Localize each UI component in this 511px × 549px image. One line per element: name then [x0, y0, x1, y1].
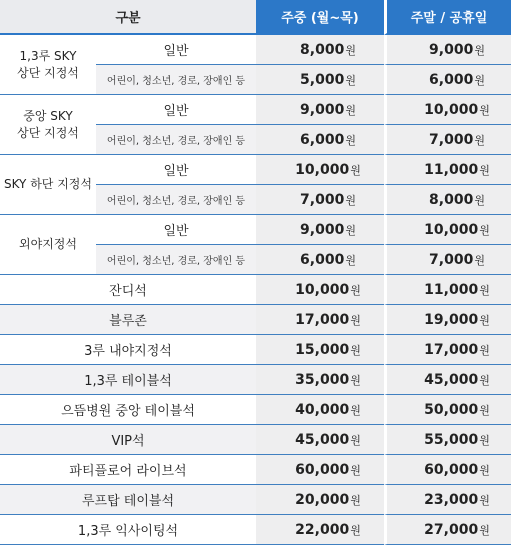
price-value: 45,000 — [424, 371, 479, 388]
seat-group-name — [0, 35, 96, 95]
price-unit: 원 — [350, 523, 361, 537]
table-row — [0, 425, 511, 455]
weekend-price — [384, 95, 511, 125]
seat-group-name — [0, 155, 96, 215]
weekday-price — [256, 515, 384, 545]
weekday-price — [256, 455, 384, 485]
price-value: 7,000 — [429, 251, 474, 268]
price-unit: 원 — [350, 433, 361, 447]
table-row — [0, 95, 511, 125]
price-unit: 원 — [345, 103, 356, 117]
header-weekday: 주중 (월~목) — [256, 0, 384, 35]
seat-group-name-line: 상단 지정석 — [17, 65, 79, 80]
price-value: 35,000 — [295, 371, 350, 388]
price-value: 8,000 — [429, 191, 474, 208]
table-row — [0, 365, 511, 395]
weekend-price — [384, 185, 511, 215]
price-unit: 원 — [350, 283, 361, 297]
table-row — [0, 35, 511, 65]
table-row — [0, 275, 511, 305]
sub-category-general: 일반 — [96, 215, 256, 245]
price-value: 6,000 — [429, 71, 474, 88]
weekday-price — [256, 185, 384, 215]
sub-category-discount: 어린이, 청소년, 경로, 장애인 등 — [96, 185, 256, 215]
price-value: 11,000 — [424, 281, 479, 298]
seat-group-name — [0, 215, 96, 275]
price-value: 9,000 — [429, 41, 474, 58]
price-value: 9,000 — [300, 101, 345, 118]
seat-name: 블루존 — [0, 305, 256, 335]
price-value: 23,000 — [424, 491, 479, 508]
price-value: 10,000 — [295, 281, 350, 298]
price-unit: 원 — [345, 73, 356, 87]
seat-name: 잔디석 — [0, 275, 256, 305]
price-value: 17,000 — [424, 341, 479, 358]
price-value: 10,000 — [295, 161, 350, 178]
table-row — [0, 215, 511, 245]
sub-category-discount: 어린이, 청소년, 경로, 장애인 등 — [96, 125, 256, 155]
weekend-price — [384, 425, 511, 455]
price-value: 50,000 — [424, 401, 479, 418]
sub-category-discount: 어린이, 청소년, 경로, 장애인 등 — [96, 245, 256, 275]
weekday-price — [256, 365, 384, 395]
seat-name: 3루 내야지정석 — [0, 335, 256, 365]
price-value: 7,000 — [429, 131, 474, 148]
weekday-price — [256, 215, 384, 245]
weekend-price — [384, 455, 511, 485]
price-unit: 원 — [345, 253, 356, 267]
seat-name: 1,3루 테이블석 — [0, 365, 256, 395]
table-row — [0, 515, 511, 545]
price-value: 17,000 — [295, 311, 350, 328]
table-row — [0, 395, 511, 425]
price-unit: 원 — [474, 253, 485, 267]
weekday-price — [256, 335, 384, 365]
price-value: 9,000 — [300, 221, 345, 238]
seat-group-name-line: SKY 하단 지정석 — [4, 177, 92, 191]
weekend-price — [384, 515, 511, 545]
weekend-price — [384, 335, 511, 365]
price-value: 6,000 — [300, 251, 345, 268]
price-unit: 원 — [350, 163, 361, 177]
table-row — [0, 305, 511, 335]
header-category: 구분 — [0, 0, 256, 35]
price-value: 45,000 — [295, 431, 350, 448]
weekend-price — [384, 365, 511, 395]
weekday-price — [256, 155, 384, 185]
price-value: 7,000 — [300, 191, 345, 208]
price-unit: 원 — [479, 373, 490, 387]
seat-group-name-line: 중앙 SKY — [23, 108, 73, 123]
price-unit: 원 — [345, 43, 356, 57]
price-unit: 원 — [479, 313, 490, 327]
price-value: 20,000 — [295, 491, 350, 508]
price-unit: 원 — [479, 403, 490, 417]
sub-category-general: 일반 — [96, 35, 256, 65]
weekday-price — [256, 485, 384, 515]
weekend-price — [384, 245, 511, 275]
price-value: 60,000 — [295, 461, 350, 478]
price-value: 6,000 — [300, 131, 345, 148]
price-value: 15,000 — [295, 341, 350, 358]
header-row — [0, 0, 511, 35]
price-value: 60,000 — [424, 461, 479, 478]
weekday-price — [256, 95, 384, 125]
seat-group-name-line: 상단 지정석 — [17, 125, 79, 140]
price-unit: 원 — [479, 163, 490, 177]
weekday-price — [256, 245, 384, 275]
price-unit: 원 — [345, 223, 356, 237]
price-value: 10,000 — [424, 101, 479, 118]
price-unit: 원 — [479, 283, 490, 297]
price-value: 19,000 — [424, 311, 479, 328]
weekend-price — [384, 125, 511, 155]
weekend-price — [384, 305, 511, 335]
price-unit: 원 — [474, 73, 485, 87]
price-unit: 원 — [350, 343, 361, 357]
weekend-price — [384, 395, 511, 425]
weekday-price — [256, 65, 384, 95]
price-unit: 원 — [479, 523, 490, 537]
price-unit: 원 — [479, 103, 490, 117]
weekday-price — [256, 425, 384, 455]
price-value: 55,000 — [424, 431, 479, 448]
price-unit: 원 — [479, 223, 490, 237]
weekday-price — [256, 125, 384, 155]
price-unit: 원 — [479, 433, 490, 447]
header-weekend: 주말 / 공휴일 — [384, 0, 511, 35]
weekend-price — [384, 485, 511, 515]
seat-group-name — [0, 95, 96, 155]
price-unit: 원 — [345, 133, 356, 147]
price-value: 10,000 — [424, 221, 479, 238]
table-body — [0, 35, 511, 545]
price-unit: 원 — [479, 463, 490, 477]
weekend-price — [384, 35, 511, 65]
price-value: 22,000 — [295, 521, 350, 538]
table-header — [0, 0, 511, 35]
price-unit: 원 — [350, 373, 361, 387]
price-unit: 원 — [474, 193, 485, 207]
table-row — [0, 485, 511, 515]
sub-category-general: 일반 — [96, 95, 256, 125]
table-row — [0, 455, 511, 485]
price-value: 27,000 — [424, 521, 479, 538]
seat-name: 파티플로어 라이브석 — [0, 455, 256, 485]
weekday-price — [256, 35, 384, 65]
seat-name: VIP석 — [0, 425, 256, 455]
seat-name: 루프탑 테이블석 — [0, 485, 256, 515]
weekday-price — [256, 305, 384, 335]
price-unit: 원 — [350, 463, 361, 477]
seat-name: 으뜸병원 중앙 테이블석 — [0, 395, 256, 425]
seat-group-name-line: 1,3루 SKY — [19, 48, 77, 63]
price-unit: 원 — [474, 43, 485, 57]
price-unit: 원 — [350, 493, 361, 507]
price-value: 40,000 — [295, 401, 350, 418]
weekday-price — [256, 275, 384, 305]
price-value: 11,000 — [424, 161, 479, 178]
seat-group-name-line: 외야지정석 — [19, 237, 77, 251]
table-row — [0, 335, 511, 365]
price-value: 8,000 — [300, 41, 345, 58]
price-unit: 원 — [479, 343, 490, 357]
sub-category-discount: 어린이, 청소년, 경로, 장애인 등 — [96, 65, 256, 95]
table-row — [0, 155, 511, 185]
weekend-price — [384, 155, 511, 185]
price-unit: 원 — [479, 493, 490, 507]
price-value: 5,000 — [300, 71, 345, 88]
price-unit: 원 — [350, 313, 361, 327]
weekday-price — [256, 395, 384, 425]
price-unit: 원 — [350, 403, 361, 417]
price-unit: 원 — [474, 133, 485, 147]
price-unit: 원 — [345, 193, 356, 207]
weekend-price — [384, 275, 511, 305]
sub-category-general: 일반 — [96, 155, 256, 185]
seat-name: 1,3루 익사이팅석 — [0, 515, 256, 545]
weekend-price — [384, 65, 511, 95]
weekend-price — [384, 215, 511, 245]
